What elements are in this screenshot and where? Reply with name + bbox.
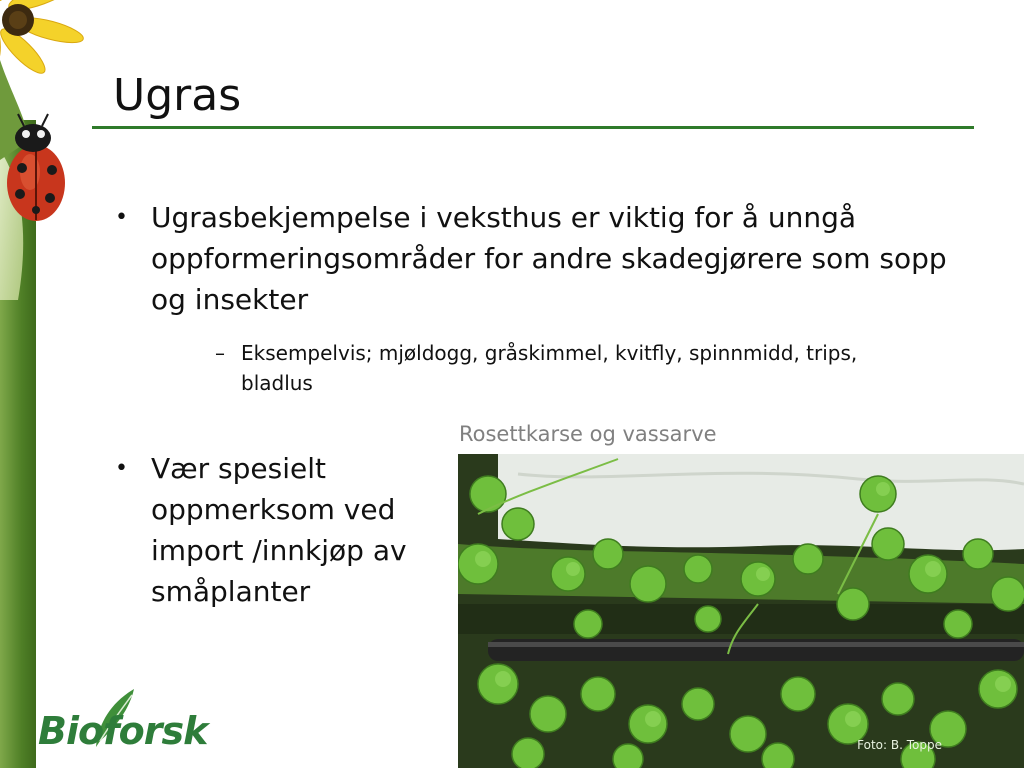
sub-bullet-1-text: Eksempelvis; mjøldogg, gråskimmel, kvitfly, spinnmidd, trips, bladlus bbox=[241, 341, 858, 395]
bullet-1 bbox=[115, 197, 951, 320]
photo-caption: Rosettkarse og vassarve bbox=[459, 422, 717, 446]
bullet-2-text: Vær spesielt oppmerksom ved import /innkjøp av småplanter bbox=[151, 452, 407, 608]
sub-bullet-marker: – bbox=[215, 341, 225, 365]
sub-bullet-1 bbox=[215, 338, 901, 398]
bullet-marker: • bbox=[115, 205, 128, 230]
slide-title: Ugras bbox=[113, 70, 242, 121]
logo-text: Bioforsk bbox=[38, 709, 208, 753]
title-divider bbox=[92, 126, 974, 129]
bullet-2 bbox=[115, 448, 441, 612]
stem-decoration bbox=[0, 0, 96, 768]
weed-photo bbox=[458, 454, 1024, 768]
bioforsk-logo bbox=[38, 685, 208, 760]
photo-credit: Foto: B. Toppe bbox=[857, 738, 942, 752]
bullet-marker: • bbox=[115, 456, 128, 481]
bullet-1-text: Ugrasbekjempelse i veksthus er viktig for å unngå oppformeringsområder for andre skadegjørere som sopp og insekter bbox=[151, 201, 947, 316]
sunflower-icon bbox=[0, 0, 86, 79]
